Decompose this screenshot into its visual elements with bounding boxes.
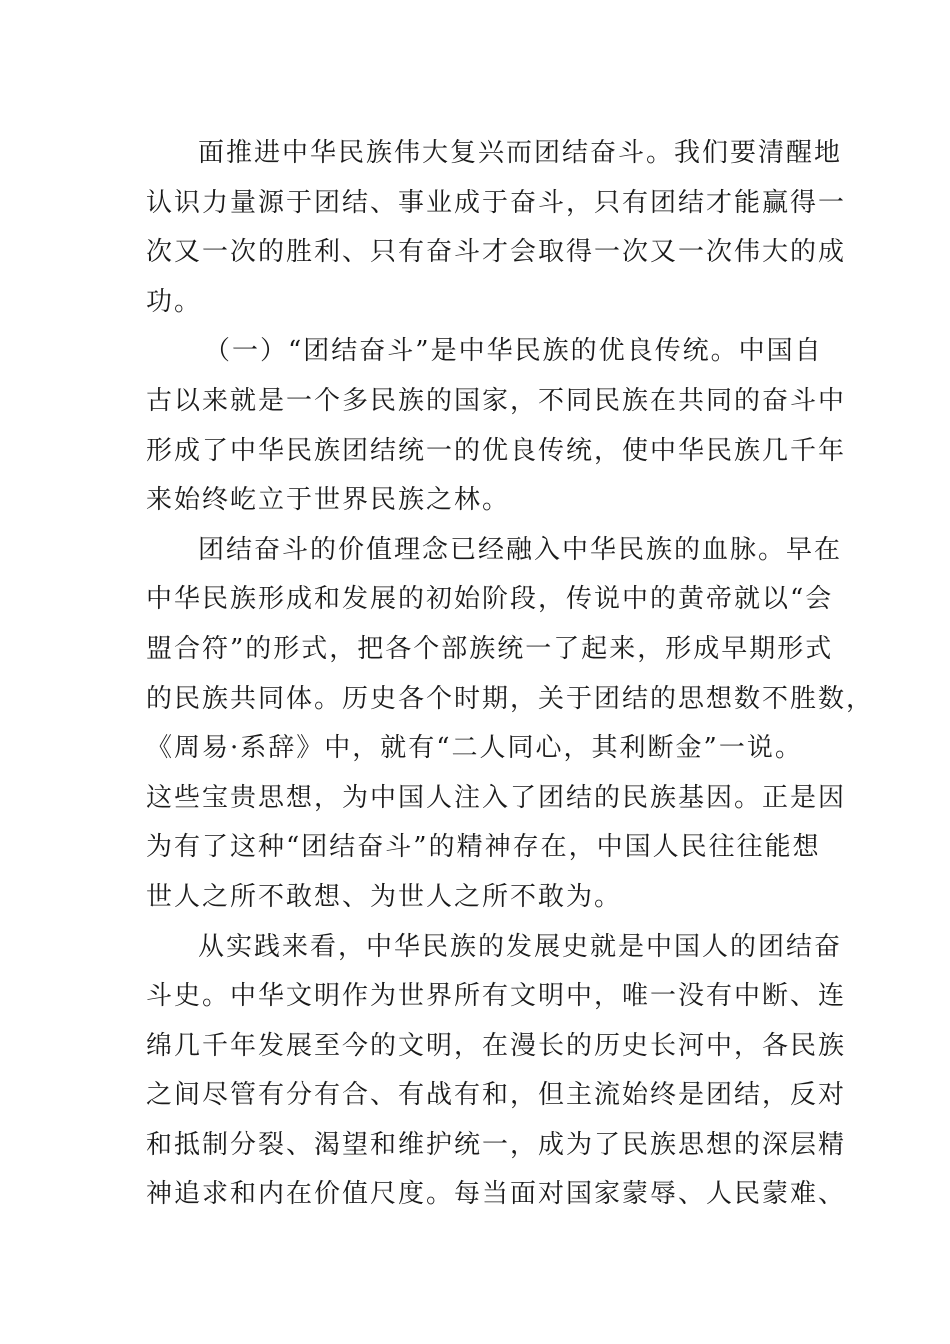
text-line: 面推进中华民族伟大复兴而团结奋斗。我们要清醒地 bbox=[198, 138, 843, 168]
text-line: 为有了这种“团结奋斗”的精神存在，中国人民往往能想 bbox=[146, 832, 821, 863]
text-line: 神追求和内在价值尺度。每当面对国家蒙辱、人民蒙难、 bbox=[146, 1179, 847, 1210]
text-line: 团结奋斗的价值理念已经融入中华民族的血脉。早在 bbox=[198, 534, 843, 565]
text-line: 功。 bbox=[146, 286, 203, 317]
text-line: 这些宝贵思想，为中国人注入了团结的民族基因。正是因 bbox=[146, 782, 847, 813]
text-line: 的民族共同体。历史各个时期，关于团结的思想数不胜数， bbox=[146, 683, 875, 714]
text-line: 形成了中华民族团结统一的优良传统，使中华民族几千年 bbox=[146, 435, 847, 466]
text-line: 古以来就是一个多民族的国家，不同民族在共同的奋斗中 bbox=[146, 385, 847, 416]
text-line: 次又一次的胜利、只有奋斗才会取得一次又一次伟大的成 bbox=[146, 237, 847, 268]
text-line: 从实践来看，中华民族的发展史就是中国人的团结奋 bbox=[198, 931, 843, 962]
text-line: 来始终屹立于世界民族之林。 bbox=[146, 485, 511, 516]
text-line: 《周易·系辞》中，就有“二人同心，其利断金”一说。 bbox=[146, 733, 803, 764]
text-line: 斗史。中华文明作为世界所有文明中，唯一没有中断、连 bbox=[146, 981, 847, 1012]
text-line: 世人之所不敢想、为世人之所不敢为。 bbox=[146, 881, 623, 912]
section-heading-line: （一）“团结奋斗”是中华民族的优良传统。中国自 bbox=[204, 336, 823, 367]
text-line: 认识力量源于团结、事业成于奋斗，只有团结才能赢得一 bbox=[146, 187, 847, 218]
text-line: 之间尽管有分有合、有战有和，但主流始终是团结，反对 bbox=[146, 1080, 847, 1111]
text-line: 和抵制分裂、渴望和维护统一，成为了民族思想的深层精 bbox=[146, 1129, 847, 1160]
body-text bbox=[146, 129, 875, 1220]
text-line: 盟合符”的形式，把各个部族统一了起来，形成早期形式 bbox=[146, 633, 834, 664]
text-line: 绵几千年发展至今的文明，在漫长的历史长河中，各民族 bbox=[146, 1030, 847, 1061]
text-line: 中华民族形成和发展的初始阶段，传说中的黄帝就以“会 bbox=[146, 584, 834, 615]
